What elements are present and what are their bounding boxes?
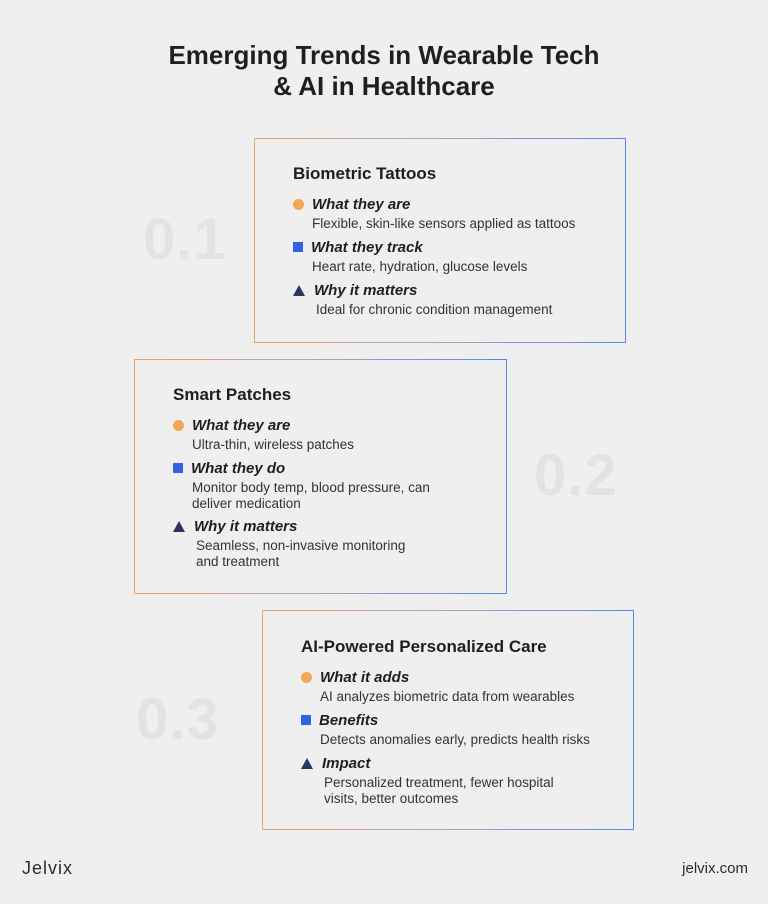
item-heading: What they do [191,459,286,477]
card-title: AI-Powered Personalized Care [301,637,547,656]
item-description-line: Ideal for chronic condition management [316,302,553,317]
section-number-3: 0.3 [136,687,220,752]
list-item [293,238,527,275]
list-item [293,195,575,232]
item-description-line: and treatment [196,554,280,569]
section-number-2: 0.2 [534,443,618,508]
item-description-line: visits, better outcomes [324,791,459,806]
item-description-line: Heart rate, hydration, glucose levels [312,259,528,274]
item-heading: What they are [192,416,291,434]
page-title-line-1: Emerging Trends in Wearable Tech [168,40,600,70]
list-item [173,459,430,512]
list-item [173,517,405,570]
item-heading: Benefits [319,711,379,729]
item-heading: Why it matters [194,517,298,535]
triangle-bullet-icon [173,521,185,532]
item-description [192,480,430,512]
item-description-line: Personalized treatment, fewer hospital [324,775,554,790]
item-description [312,216,575,232]
item-description-line: Ultra-thin, wireless patches [192,437,355,452]
item-description [196,538,405,570]
item-description-line: Monitor body temp, blood pressure, can [192,480,430,495]
card-smart-patches [134,359,507,594]
square-bullet-icon [173,463,183,473]
item-heading: Why it matters [314,281,418,299]
card-biometric-tattoos [254,138,626,343]
item-description-line: Detects anomalies early, predicts health risks [320,732,590,747]
item-heading: What they track [311,238,423,256]
circle-bullet-icon [293,199,304,210]
square-bullet-icon [293,242,303,252]
website-link[interactable]: jelvix.com [682,860,748,877]
square-bullet-icon [301,715,311,725]
card-title: Biometric Tattoos [293,164,437,183]
triangle-bullet-icon [301,758,313,769]
item-description [192,437,354,453]
item-heading: Impact [322,754,371,772]
item-description-line: Seamless, non-invasive monitoring [196,538,406,553]
item-description-line: AI analyzes biometric data from wearables [320,689,575,704]
list-item [301,668,574,705]
item-description [320,689,574,705]
card-title: Smart Patches [173,385,292,404]
item-description [324,775,554,807]
list-item [301,711,590,748]
item-heading: What they are [312,195,411,213]
item-heading: What it adds [320,668,410,686]
card-ai-personalized-care [262,610,634,830]
circle-bullet-icon [301,672,312,683]
circle-bullet-icon [173,420,184,431]
page-title [0,40,768,102]
section-number-1: 0.1 [143,207,227,272]
item-description [320,732,590,748]
triangle-bullet-icon [293,285,305,296]
list-item [293,281,552,318]
item-description-line: deliver medication [192,496,301,511]
list-item [301,754,554,807]
brand-logo: Jelvix [22,858,74,878]
item-description [312,259,527,275]
list-item [173,416,354,453]
item-description-line: Flexible, skin-like sensors applied as tattoos [312,216,576,231]
item-description [316,302,552,318]
page-title-line-2: & AI in Healthcare [273,71,495,101]
